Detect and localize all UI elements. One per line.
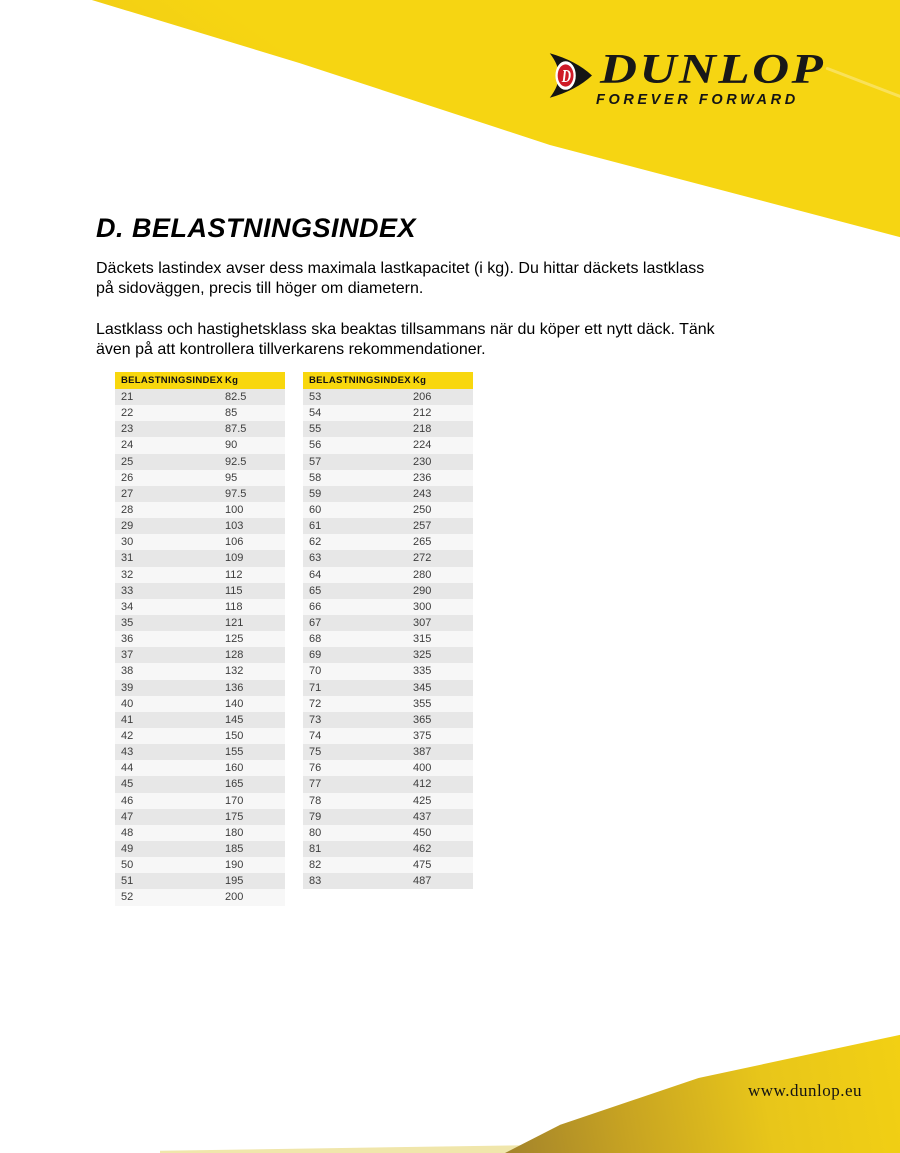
table-row bbox=[303, 857, 473, 873]
load-index-cell: 43 bbox=[121, 746, 134, 759]
load-index-cell: 21 bbox=[121, 391, 134, 404]
kg-value-cell: 365 bbox=[413, 713, 432, 726]
table-row bbox=[115, 793, 285, 809]
kg-value-cell: 118 bbox=[225, 600, 243, 613]
logo-brand-text: DUNLOP bbox=[600, 47, 826, 93]
table-row bbox=[303, 518, 473, 534]
load-index-cell: 24 bbox=[121, 439, 134, 452]
load-index-cell: 46 bbox=[121, 794, 134, 807]
table-row bbox=[303, 825, 473, 841]
website-link[interactable]: www.dunlop.eu bbox=[748, 1081, 862, 1100]
load-index-cell: 65 bbox=[309, 584, 322, 597]
kg-value-cell: 90 bbox=[225, 439, 238, 452]
column-header-kg: Kg bbox=[413, 375, 427, 386]
load-index-cell: 48 bbox=[121, 826, 134, 839]
load-index-cell: 61 bbox=[309, 520, 322, 533]
kg-value-cell: 92.5 bbox=[225, 455, 247, 468]
kg-value-cell: 412 bbox=[413, 778, 432, 791]
load-index-cell: 47 bbox=[121, 810, 134, 823]
kg-value-cell: 425 bbox=[413, 794, 432, 807]
kg-value-cell: 85 bbox=[225, 407, 238, 420]
table-row bbox=[115, 599, 285, 615]
table-row bbox=[303, 776, 473, 792]
svg-text:D: D bbox=[561, 66, 571, 87]
load-index-cell: 75 bbox=[309, 746, 322, 759]
load-index-cell: 69 bbox=[309, 649, 322, 662]
kg-value-cell: 115 bbox=[225, 584, 243, 597]
kg-value-cell: 150 bbox=[225, 730, 244, 743]
load-index-cell: 71 bbox=[309, 681, 322, 694]
kg-value-cell: 280 bbox=[413, 568, 432, 581]
table-row bbox=[115, 502, 285, 518]
footer-thin-yellow-strip bbox=[160, 1145, 540, 1153]
table-row bbox=[303, 873, 473, 889]
table-row bbox=[303, 793, 473, 809]
column-header-belastningsindex: BELASTNINGSINDEX bbox=[309, 375, 411, 386]
table-row bbox=[303, 680, 473, 696]
dunlop-arrow-d-icon bbox=[546, 49, 595, 102]
table-row bbox=[115, 776, 285, 792]
kg-value-cell: 250 bbox=[413, 504, 432, 517]
kg-value-cell: 243 bbox=[413, 487, 432, 500]
load-index-cell: 42 bbox=[121, 730, 134, 743]
load-index-cell: 28 bbox=[121, 504, 134, 517]
table-row bbox=[115, 470, 285, 486]
table-row bbox=[303, 760, 473, 776]
table-row bbox=[115, 841, 285, 857]
kg-value-cell: 315 bbox=[413, 633, 432, 646]
table-row bbox=[115, 889, 285, 905]
load-index-cell: 62 bbox=[309, 536, 322, 549]
table-row bbox=[115, 534, 285, 550]
load-index-cell: 63 bbox=[309, 552, 322, 565]
load-index-cell: 31 bbox=[121, 552, 134, 565]
advice-paragraph-line1: Lastklass och hastighetsklass ska beaktas tillsammans när du köper ett nytt däck. Tänk bbox=[96, 321, 715, 338]
kg-value-cell: 112 bbox=[225, 568, 243, 581]
table-row bbox=[303, 454, 473, 470]
kg-value-cell: 200 bbox=[225, 891, 244, 904]
table-row bbox=[303, 502, 473, 518]
kg-value-cell: 355 bbox=[413, 697, 432, 710]
kg-value-cell: 95 bbox=[225, 471, 238, 484]
kg-value-cell: 224 bbox=[413, 439, 432, 452]
table-row bbox=[115, 825, 285, 841]
kg-value-cell: 185 bbox=[225, 843, 244, 855]
table-row bbox=[115, 663, 285, 679]
load-index-cell: 23 bbox=[121, 423, 134, 436]
page-title: D. BELASTNINGSINDEX bbox=[96, 213, 417, 243]
table-header-row bbox=[303, 372, 473, 389]
kg-value-cell: 290 bbox=[413, 584, 432, 597]
load-index-cell: 81 bbox=[309, 843, 322, 855]
table-row bbox=[303, 744, 473, 760]
kg-value-cell: 106 bbox=[225, 536, 244, 549]
table-row bbox=[303, 550, 473, 566]
kg-value-cell: 195 bbox=[225, 875, 244, 888]
kg-value-cell: 128 bbox=[225, 649, 244, 662]
column-header-belastningsindex: BELASTNINGSINDEX bbox=[121, 375, 223, 386]
load-index-cell: 68 bbox=[309, 633, 322, 646]
load-index-cell: 73 bbox=[309, 713, 322, 726]
table-row bbox=[115, 518, 285, 534]
kg-value-cell: 475 bbox=[413, 859, 432, 872]
kg-value-cell: 265 bbox=[413, 536, 432, 549]
kg-value-cell: 206 bbox=[413, 391, 432, 404]
table-row bbox=[115, 728, 285, 744]
load-index-cell: 83 bbox=[309, 875, 322, 888]
kg-value-cell: 87.5 bbox=[225, 423, 247, 436]
kg-value-cell: 180 bbox=[225, 826, 244, 839]
table-row bbox=[303, 712, 473, 728]
advice-paragraph bbox=[96, 320, 888, 359]
table-row bbox=[115, 550, 285, 566]
kg-value-cell: 272 bbox=[413, 552, 432, 565]
table-body bbox=[303, 389, 473, 889]
load-index-cell: 67 bbox=[309, 617, 322, 630]
table-row bbox=[115, 615, 285, 631]
load-index-cell: 36 bbox=[121, 633, 134, 646]
load-index-cell: 44 bbox=[121, 762, 134, 775]
table-row bbox=[115, 873, 285, 889]
load-index-cell: 38 bbox=[121, 665, 134, 678]
kg-value-cell: 125 bbox=[225, 633, 244, 646]
table-row bbox=[303, 841, 473, 857]
table-row bbox=[115, 454, 285, 470]
table-row bbox=[115, 486, 285, 502]
table-header-row bbox=[115, 372, 285, 389]
load-index-cell: 50 bbox=[121, 859, 134, 872]
table-row bbox=[115, 631, 285, 647]
load-index-cell: 51 bbox=[121, 875, 134, 888]
load-index-cell: 78 bbox=[309, 794, 322, 807]
load-index-cell: 26 bbox=[121, 471, 134, 484]
kg-value-cell: 100 bbox=[225, 504, 244, 517]
kg-value-cell: 155 bbox=[225, 746, 244, 759]
table-row bbox=[303, 809, 473, 825]
kg-value-cell: 212 bbox=[413, 407, 432, 420]
table-row bbox=[115, 680, 285, 696]
kg-value-cell: 160 bbox=[225, 762, 244, 775]
kg-value-cell: 345 bbox=[413, 681, 432, 694]
table-row bbox=[115, 567, 285, 583]
load-index-cell: 29 bbox=[121, 520, 134, 533]
table-row bbox=[303, 647, 473, 663]
load-index-cell: 66 bbox=[309, 600, 322, 613]
kg-value-cell: 82.5 bbox=[225, 391, 247, 404]
logo-tagline: FOREVER FORWARD bbox=[596, 92, 799, 108]
table-row bbox=[115, 647, 285, 663]
kg-value-cell: 300 bbox=[413, 600, 432, 613]
load-index-cell: 22 bbox=[121, 407, 134, 420]
kg-value-cell: 121 bbox=[225, 617, 244, 630]
kg-value-cell: 335 bbox=[413, 665, 432, 678]
advice-paragraph-line2: även på att kontrollera tillverkarens rekommendationer. bbox=[96, 340, 486, 358]
table-row bbox=[303, 534, 473, 550]
kg-value-cell: 325 bbox=[413, 649, 432, 662]
kg-value-cell: 236 bbox=[413, 471, 432, 484]
load-index-cell: 27 bbox=[121, 487, 134, 500]
intro-paragraph bbox=[96, 259, 888, 298]
load-index-cell: 82 bbox=[309, 859, 322, 872]
dunlop-logo bbox=[546, 49, 856, 111]
kg-value-cell: 170 bbox=[225, 794, 244, 807]
table-row bbox=[303, 389, 473, 405]
kg-value-cell: 462 bbox=[413, 843, 432, 855]
kg-value-cell: 375 bbox=[413, 730, 432, 743]
intro-paragraph-line1: Däckets lastindex avser dess maximala lastkapacitet (i kg). Du hittar däckets lastklass bbox=[96, 260, 705, 277]
table-row bbox=[115, 809, 285, 825]
load-index-cell: 33 bbox=[121, 584, 134, 597]
table-row bbox=[115, 405, 285, 421]
kg-value-cell: 400 bbox=[413, 762, 432, 775]
kg-value-cell: 136 bbox=[225, 681, 244, 694]
load-index-cell: 32 bbox=[121, 568, 134, 581]
table-row bbox=[303, 615, 473, 631]
kg-value-cell: 450 bbox=[413, 826, 432, 839]
table-row bbox=[303, 728, 473, 744]
table-row bbox=[115, 712, 285, 728]
kg-value-cell: 175 bbox=[225, 810, 244, 823]
table-row bbox=[115, 389, 285, 405]
load-index-cell: 49 bbox=[121, 843, 134, 855]
kg-value-cell: 230 bbox=[413, 455, 432, 468]
load-index-cell: 80 bbox=[309, 826, 322, 839]
table-row bbox=[115, 421, 285, 437]
load-index-cell: 25 bbox=[121, 455, 134, 468]
load-index-cell: 34 bbox=[121, 600, 134, 613]
kg-value-cell: 487 bbox=[413, 875, 432, 888]
load-index-cell: 52 bbox=[121, 891, 134, 904]
load-index-cell: 70 bbox=[309, 665, 322, 678]
load-index-table-right bbox=[303, 372, 473, 889]
load-index-cell: 76 bbox=[309, 762, 322, 775]
table-row bbox=[115, 857, 285, 873]
load-index-cell: 55 bbox=[309, 423, 322, 436]
kg-value-cell: 190 bbox=[225, 859, 244, 872]
kg-value-cell: 97.5 bbox=[225, 487, 247, 500]
table-row bbox=[115, 583, 285, 599]
load-index-cell: 54 bbox=[309, 407, 322, 420]
load-index-cell: 40 bbox=[121, 697, 134, 710]
column-header-kg: Kg bbox=[225, 375, 239, 386]
load-index-cell: 59 bbox=[309, 487, 322, 500]
kg-value-cell: 257 bbox=[413, 520, 432, 533]
load-index-cell: 64 bbox=[309, 568, 322, 581]
load-index-cell: 39 bbox=[121, 681, 134, 694]
table-row bbox=[303, 631, 473, 647]
load-index-cell: 56 bbox=[309, 439, 322, 452]
table-row bbox=[303, 405, 473, 421]
header-yellow-banner bbox=[0, 0, 900, 240]
kg-value-cell: 140 bbox=[225, 697, 244, 710]
table-row bbox=[115, 760, 285, 776]
kg-value-cell: 165 bbox=[225, 778, 244, 791]
table-row bbox=[303, 583, 473, 599]
kg-value-cell: 218 bbox=[413, 423, 432, 436]
load-index-cell: 53 bbox=[309, 391, 322, 404]
kg-value-cell: 437 bbox=[413, 810, 432, 823]
kg-value-cell: 145 bbox=[225, 713, 244, 726]
kg-value-cell: 132 bbox=[225, 665, 244, 678]
table-row bbox=[303, 663, 473, 679]
load-index-cell: 41 bbox=[121, 713, 134, 726]
kg-value-cell: 103 bbox=[225, 520, 244, 533]
kg-value-cell: 387 bbox=[413, 746, 432, 759]
table-row bbox=[303, 486, 473, 502]
load-index-cell: 74 bbox=[309, 730, 322, 743]
load-index-cell: 58 bbox=[309, 471, 322, 484]
table-row bbox=[115, 744, 285, 760]
intro-paragraph-line2: på sidoväggen, precis till höger om diametern. bbox=[96, 279, 424, 297]
load-index-cell: 79 bbox=[309, 810, 322, 823]
table-row bbox=[115, 437, 285, 453]
load-index-cell: 37 bbox=[121, 649, 134, 662]
table-row bbox=[303, 696, 473, 712]
kg-value-cell: 109 bbox=[225, 552, 244, 565]
table-body bbox=[115, 389, 285, 906]
load-index-table-left bbox=[115, 372, 285, 906]
load-index-cell: 45 bbox=[121, 778, 134, 791]
load-index-cell: 57 bbox=[309, 455, 322, 468]
table-row bbox=[303, 421, 473, 437]
table-row bbox=[303, 437, 473, 453]
table-row bbox=[303, 470, 473, 486]
load-index-cell: 77 bbox=[309, 778, 322, 791]
load-index-cell: 35 bbox=[121, 617, 134, 630]
load-index-cell: 72 bbox=[309, 697, 322, 710]
kg-value-cell: 307 bbox=[413, 617, 432, 630]
load-index-cell: 30 bbox=[121, 536, 134, 549]
table-row bbox=[303, 599, 473, 615]
table-row bbox=[115, 696, 285, 712]
table-row bbox=[303, 567, 473, 583]
load-index-cell: 60 bbox=[309, 504, 322, 517]
